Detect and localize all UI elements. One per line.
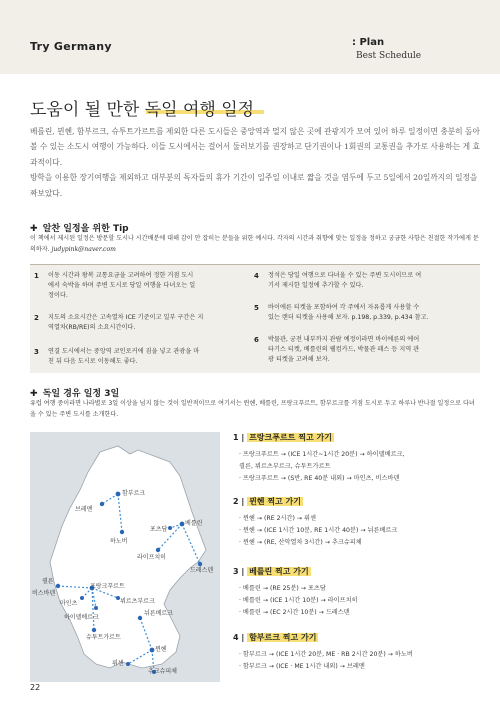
tip-line: 연결 도시에서는 중앙역 코인로커에 짐을 넣고 관광을 마 xyxy=(48,348,200,355)
city-muenchen: 뮌헨 xyxy=(155,646,167,653)
city-frankfurt: 프랑크푸르트 xyxy=(90,583,125,590)
tip-number: 3 xyxy=(34,348,39,356)
germany-outline xyxy=(50,446,206,668)
intro-paragraph-2: 방학을 이용한 장기여행을 제외하고 대부분의 독자들의 휴가 기간이 일주일 이내로 짧을 것을 염두에 두고 5일에서 20일까지의 일정을 짜보았다. xyxy=(30,173,478,198)
route-line: · 프랑크푸르트 → (S반, RE 40분 내외) → 마인츠, 비스바덴 xyxy=(239,475,400,482)
route-line: 쾰른, 뷔르츠부르크, 슈투트가르트 xyxy=(239,463,331,470)
city-heidelberg: 하이델베르크 xyxy=(64,614,99,621)
tip-line: 에서 숙박을 하며 주변 도시로 당일 여행을 다녀오는 일 xyxy=(48,282,196,289)
tips-desc-text: 이 책에서 제시된 일정은 방문할 도시나 시간배분에 대해 감이 안 잡히는 분들을 위한 예시다. 각자의 시간과 취향에 맞는 일정을 정하고 궁금한 사항은 친절한 작가에게 문의하자. xyxy=(30,235,479,253)
schedule-heading-text: 독일 경유 일정 3일 xyxy=(42,389,120,399)
schedule-heading xyxy=(30,386,119,399)
route-line: · 함부르크 → (ICE · ME 1시간 내외) → 브레멘 xyxy=(239,663,365,670)
tip-number: 2 xyxy=(34,314,39,322)
city-nuernberg: 뉘른베르크 xyxy=(144,610,173,617)
city-stuttgart: 슈투트가르트 xyxy=(86,634,121,641)
city-wiesbaden: 비스바덴 xyxy=(32,590,56,597)
tip-line: 기서 제시한 일정에 추가할 수 있다. xyxy=(268,282,364,289)
author-email: judypink@naver.com xyxy=(51,245,116,253)
city-wuerzburg: 뷔르츠부르크 xyxy=(120,598,155,605)
plus-icon: ✚ xyxy=(30,389,38,399)
tip-text xyxy=(48,313,203,333)
city-hannover: 하노버 xyxy=(110,538,128,545)
tip-text xyxy=(268,271,421,291)
tip-text xyxy=(48,347,199,367)
route-line: · 베를린 → (RE 25분) → 포츠담 xyxy=(239,585,326,592)
tip-text xyxy=(268,303,428,323)
tip-number: 6 xyxy=(254,336,259,344)
city-koeln: 쾰른 xyxy=(42,578,54,585)
tips-description xyxy=(30,234,480,255)
tip-line: 박물관, 궁전 내부까지 관람 예정이라면 바이에른의 에어 xyxy=(268,336,420,343)
tip-line: 이동 시간과 왕복 교통요금을 고려하여 정한 거점 도시 xyxy=(48,272,194,279)
tip-line: 정이다. xyxy=(48,292,68,299)
route-title: 베를린 찍고 가기 xyxy=(249,567,309,576)
route-heading: 2 | 뮌헨 찍고 가기 xyxy=(233,497,302,506)
route-number: 1 xyxy=(233,433,239,442)
page-number: 22 xyxy=(30,683,41,692)
city-zugspitze: 추크슈피체 xyxy=(148,668,177,675)
plus-icon: ✚ xyxy=(30,224,38,234)
tips-heading xyxy=(30,221,129,234)
intro-text xyxy=(30,124,480,201)
city-fuessen: 퓌센 xyxy=(112,660,124,667)
route-line: · 뮌헨 → (RE, 산악열차 3시간) → 추크슈피체 xyxy=(239,539,362,546)
tips-heading-text: 알찬 일정을 위한 Tip xyxy=(42,224,129,234)
map-graphic xyxy=(30,432,220,682)
page-title xyxy=(30,95,254,120)
header-chapter: : Plan xyxy=(352,37,385,48)
tip-line: 정석은 당일 여행으로 다녀올 수 있는 주변 도시이므로 여 xyxy=(268,272,422,279)
city-leipzig: 라이프치히 xyxy=(137,554,166,561)
city-berlin: 베를린 xyxy=(185,520,203,527)
city-hamburg: 함부르크 xyxy=(122,490,146,497)
route-title: 뮌헨 찍고 가기 xyxy=(249,497,302,506)
route-number: 2 xyxy=(233,497,239,506)
schedule-description: 유럽 여행 중이라면 나라별로 3일 이상을 넘지 않는 것이 일반적이므로 여기서는 뮌헨, 베를린, 프랑크푸르트, 함부르크를 거점 도시로 두고 하루나 반나절 일정으로 다녀올 수 있는 주변 도시를 소개한다. xyxy=(30,400,475,418)
route-line: · 뮌헨 → (RE 2시간) → 퓌센 xyxy=(239,515,316,522)
tip-line: 역열차(RB/RE)의 소요시간이다. xyxy=(48,324,136,331)
route-heading: 4 | 함부르크 찍고 가기 xyxy=(233,633,317,642)
route-number: 4 xyxy=(233,633,239,642)
route-title: 프랑크푸르트 찍고 가기 xyxy=(249,433,332,442)
route-title: 함부르크 찍고 가기 xyxy=(249,633,317,642)
route-heading: 1 | 프랑크푸르트 찍고 가기 xyxy=(233,433,332,442)
tip-text xyxy=(48,271,195,301)
route-line: · 베를린 → (ICE 1시간 10분) → 라이프치히 xyxy=(239,597,358,604)
title-highlight: 독일 여행 일정 xyxy=(144,100,255,120)
tip-line: 광 티켓을 고려해 보자. xyxy=(268,356,330,363)
tip-line: 지도의 소요시간은 고속열차 ICE 기준이고 일부 구간은 지 xyxy=(48,314,204,321)
tip-number: 1 xyxy=(34,272,39,280)
tip-number: 4 xyxy=(254,272,259,280)
route-line: · 프랑크푸르트 → (ICE 1시간~1시간 20분) → 하이델베르크, xyxy=(239,451,405,458)
city-mainz: 마인츠 xyxy=(60,600,78,607)
tips-box xyxy=(30,264,480,373)
tip-line: 있는 랜더 티켓을 사용해 보자. p.198, p.339, p.434 참고. xyxy=(268,314,429,321)
route-line: · 함부르크 → (ICE 1시간 20분, ME · RB 2시간 20분) → 하노버 xyxy=(239,651,413,658)
germany-map xyxy=(30,432,220,682)
intro-paragraph-1: 베를린, 뮌헨, 함부르크, 슈투트가르트를 제외한 다른 도시들은 중앙역과 멀지 않은 곳에 관광지가 모여 있어 하루 일정이면 충분히 돌아볼 수 있는 소도시 여행이 가능하다. 이들 도시에서는 걸어서 둘러보기를 권장하고 단기권이나 1회권의 교통권을 추가로 사용하는 게 효과적이다. xyxy=(30,127,480,167)
title-pre: 도움이 될 만한 xyxy=(30,100,145,120)
city-bremen: 브레멘 xyxy=(75,506,93,513)
header-section-title: Try Germany xyxy=(30,40,112,53)
header-subtitle: Best Schedule xyxy=(356,51,422,61)
tip-line: 친 뒤 다음 도시로 이동해도 좋다. xyxy=(48,358,138,365)
route-line: · 뮌헨 → (ICE 1시간 10분, RE 1시간 40분) → 뉘른베르크 xyxy=(239,527,398,534)
route-number: 3 xyxy=(233,567,239,576)
route-heading: 3 | 베를린 찍고 가기 xyxy=(233,567,309,576)
tip-number: 5 xyxy=(254,304,259,312)
tip-line: 타기스 티켓, 베를린의 웰컴카드, 박물관 패스 등 지역 관 xyxy=(268,346,420,353)
page-header xyxy=(0,0,500,74)
city-potsdam: 포츠담 xyxy=(150,526,168,533)
city-dresden: 드레스덴 xyxy=(190,567,214,574)
tip-text xyxy=(268,335,419,365)
route-line: · 베를린 → (EC 2시간 10분) → 드레스덴 xyxy=(239,609,350,616)
tip-line: 바이에른 티켓을 포함하여 각 주에서 자유롭게 사용할 수 xyxy=(268,304,420,311)
